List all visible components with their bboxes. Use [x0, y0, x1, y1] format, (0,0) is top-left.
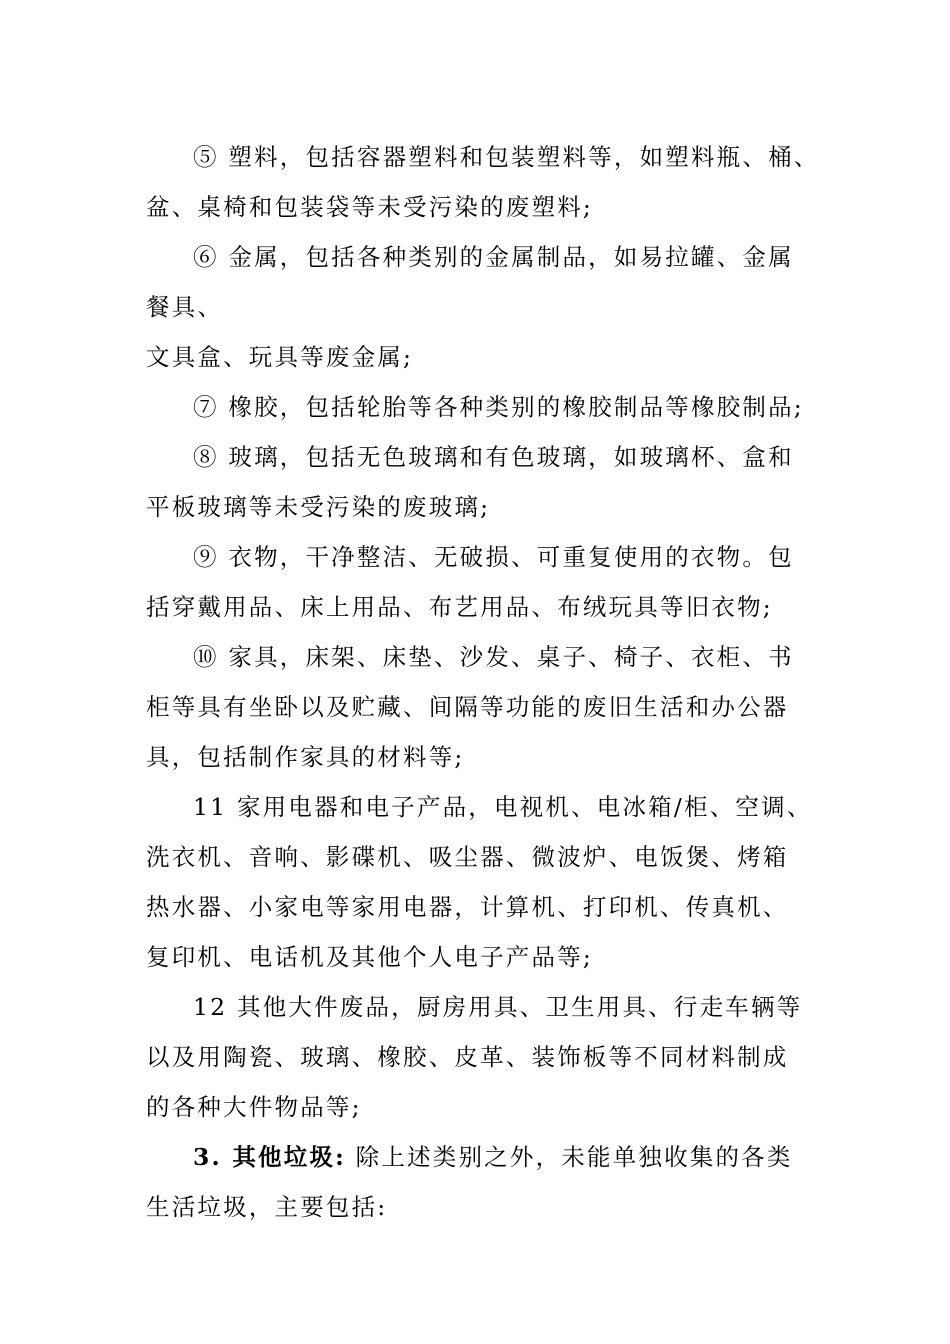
item-rubber-line-1: ⑦ 橡胶，包括轮胎等各种类别的橡胶制品等橡胶制品;: [193, 393, 804, 421]
item-plastic-line-2: 盆、桌椅和包装袋等未受污染的废塑料;: [146, 193, 594, 221]
item-appliances-line-1: 11 家用电器和电子产品，电视机、电冰箱/柜、空调、: [193, 793, 813, 821]
item-clothing-line-2: 括穿戴用品、床上用品、布艺用品、布绒玩具等旧衣物;: [146, 593, 773, 621]
item-appliances-line-2: 洗衣机、音响、影碟机、吸尘器、微波炉、电饭煲、烤箱: [146, 843, 789, 871]
section-3-line-1: [146, 1132, 816, 1182]
item-glass-line-1: ⑧ 玻璃，包括无色玻璃和有色玻璃，如玻璃杯、盒和: [193, 443, 794, 471]
item-metal-line-1: ⑥ 金属，包括各种类别的金属制品，如易拉罐、金属: [193, 243, 794, 271]
item-furniture-line-2: 柜等具有坐卧以及贮藏、间隔等功能的废旧生活和办公器: [146, 693, 789, 721]
item-metal-line-3: 文具盒、玩具等废金属;: [146, 343, 414, 371]
item-appliances-line-4: 复印机、电话机及其他个人电子产品等;: [146, 943, 594, 971]
item-bulky-line-1: 12 其他大件废品，厨房用具、卫生用具、行走车辆等: [193, 993, 803, 1021]
item-plastic-line-1: ⑤ 塑料，包括容器塑料和包装塑料等，如塑料瓶、桶、: [193, 143, 820, 171]
item-glass-line-2: 平板玻璃等未受污染的废玻璃;: [146, 493, 491, 521]
document-body: [146, 132, 820, 1232]
item-clothing-line-1: ⑨ 衣物，干净整洁、无破损、可重复使用的衣物。包: [193, 543, 794, 571]
section-3-line-2: 生活垃圾，主要包括:: [146, 1193, 388, 1221]
item-furniture-line-3: 具，包括制作家具的材料等;: [146, 743, 465, 771]
item-metal-line-2: 餐具、: [146, 293, 224, 321]
item-furniture-line-1: ⑩ 家具，床架、床垫、沙发、桌子、椅子、衣柜、书: [193, 643, 794, 671]
item-appliances-line-3: 热水器、小家电等家用电器，计算机、打印机、传真机、: [146, 893, 789, 921]
section-3-heading: 3. 其他垃圾:: [193, 1143, 346, 1171]
section-3-text: 除上述类别之外，未能单独收集的各类: [346, 1143, 793, 1171]
item-bulky-line-3: 的各种大件物品等;: [146, 1093, 362, 1121]
item-bulky-line-2: 以及用陶瓷、玻璃、橡胶、皮革、装饰板等不同材料制成: [146, 1043, 789, 1071]
